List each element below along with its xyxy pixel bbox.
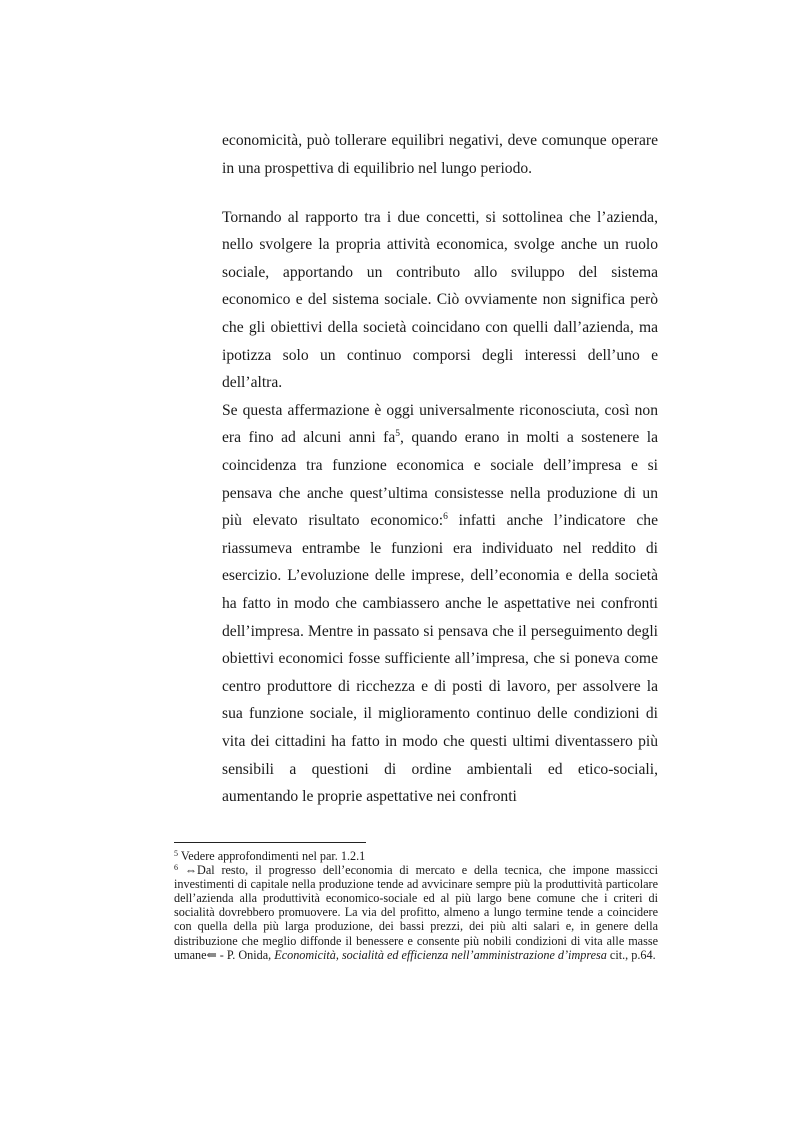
footnote-ref-5: 5 (395, 429, 401, 440)
paragraph-3-part-3: infatti anche l’indicatore che riassumeva entrambe le funzioni era individuato nel reddito di esercizio. L’evoluzione delle imprese, dell’economia e della società ha fatto in modo che cambiassero anche le aspettative nei confronti dell’impresa. Mentre in passato si pensava che il perseguimento degli obiettivi economici fosse sufficiente all’impresa, che si poneva come centro produttore di ricchezza e di posti di lavoro, per assolvere la sua funzione sociale, il miglioramento continuo delle condizioni di vita dei cittadini ha fatto in modo che questi ultimi diventassero più sensibili a questioni di ordine ambientali ed etico-sociali, aumentando le proprie aspettative nei confronti (222, 512, 659, 806)
paragraph-2: Tornando al rapporto tra i due concetti, si sottolinea che l’azienda, nello svolgere la propria attività economica, svolge anche un ruolo sociale, apportando un contributo allo sviluppo del sistema economico e del sistema sociale. Ciò ovviamente non significa però che gli obiettivi della società coincidano con quelli dall’azienda, ma ipotizza solo un continuo comporsi degli interessi dell’uno e dell’altra. (222, 208, 658, 392)
paragraph-3-part-2: , quando erano in molti a sostenere la coincidenza tra funzione economica e sociale dell’impresa e si pensava che anche quest’ultima consistesse nella produzione di un più elevato risultato economico: (222, 429, 658, 530)
footnotes (174, 849, 658, 962)
citation-tail: cit., p.64. (606, 947, 656, 962)
paragraph-3 (222, 397, 658, 811)
footnote-ref-6: 6 (443, 512, 448, 523)
cited-work-title: Economicità, socialità ed efficienza nell’amministrazione d’impresa (274, 947, 607, 962)
body-text (222, 127, 658, 811)
footnote-separator (174, 842, 366, 843)
paragraph-3-part-1: Se questa affermazione è oggi universalmente riconosciuta, così non era fino ad alcuni anni fa (222, 401, 658, 447)
footnote-6 (174, 863, 658, 962)
footnote-5 (174, 849, 658, 863)
footnote-text: Vedere approfondimenti nel par. 1.2.1 (178, 849, 366, 863)
footnote-number: 5 (174, 849, 178, 858)
paragraph-gap (222, 182, 658, 204)
footnote-text: ⇔Dal resto, il progresso dell’economia di mercato e della tecnica, che impone massicci investimenti di capitale nella produzione tende ad avvicinare sempre più la produttività particolare dell’azienda alla produttività economico-sociale ed al più largo bene comune che i criteri di socialità dovrebbero promuovere. La via del profitto, almeno a lungo termine tende a coincidere con quella della più larga produzione, dei bassi prezzi, dei più alti salari e, in genere della distribuzione che meglio diffonde il benessere e consente più nobili condizioni di vita alle masse umane⇐ - P. Onida, (174, 863, 658, 962)
footnote-number: 6 (174, 863, 178, 873)
paragraph-1: economicità, può tollerare equilibri negativi, deve comunque operare in una prospettiva di equilibrio nel lungo periodo. (222, 132, 658, 177)
